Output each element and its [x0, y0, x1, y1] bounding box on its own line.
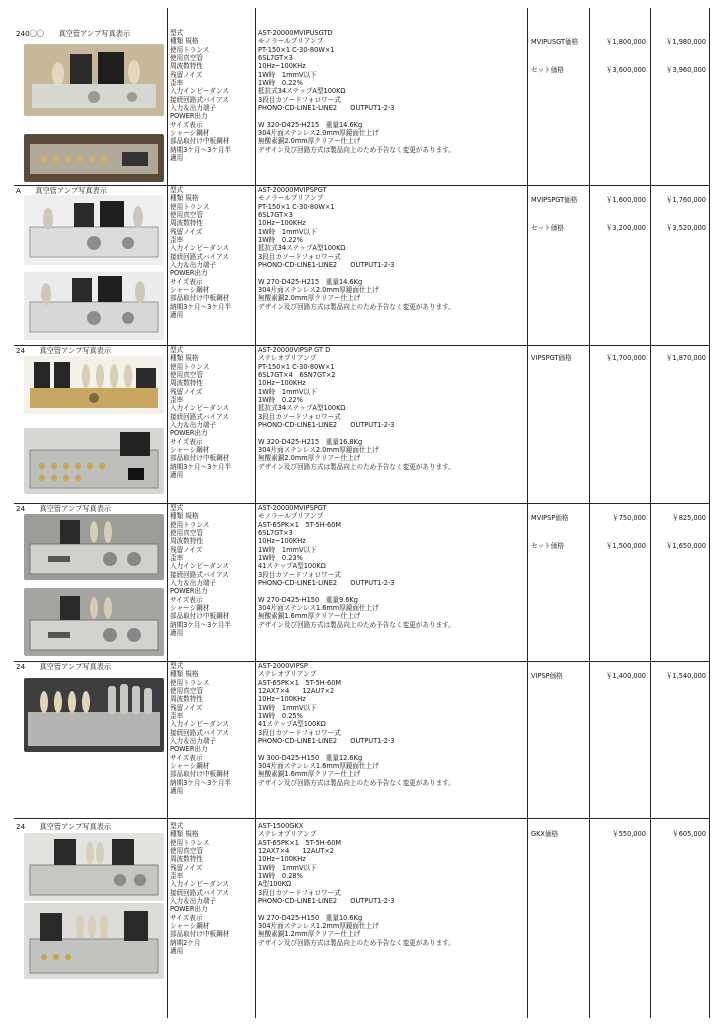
price-tax-included: ￥605,000 [672, 830, 706, 838]
price-tax-included: ￥1,540,000 [665, 672, 706, 680]
price-label: MVIPUSGT価格 [531, 38, 579, 46]
amplifier-photo [24, 272, 164, 340]
price-net: ￥550,000 [612, 830, 646, 838]
amplifier-rear-photo [24, 134, 164, 182]
spec-labels: 型式 種類 規格 使用トランス 使用真空管 周波数特性 残留ノイズ 歪率 入力インピーダンス 接続回路式バイアス 入力＆出力端子 POWER出力 サイズ表示 シャーシ鋼材 部品取付け中板鋼材 納期2ケ月 適用 [170, 822, 230, 956]
price-label: VIPSPGT価格 [531, 354, 572, 362]
spec-values: AST-20000MVIPUSGTD モノラールプリアンプ PT-150×1 C-30-80W×1 6SL7GT×3 10Hz~100KHz 1W時 1mmV以下 1W時 0.22% 抵抗式34ステップA型100KΩ 3段目カソードフォロワー式 PHONO-CD-LINE1-LINE2 OUTPUT1-2-3 W 320-D425-H215 重量14.6Kg 304片面ステンレス2.0mm厚鏡面仕上げ 無酸素銅2.0mm厚クリアー仕上げ デザイン及び回路方式は製品向上のため予告なく変更があります。 [258, 29, 455, 154]
amplifier-photo [24, 678, 164, 752]
entry-header: 24 真空管アンプ写真表示 [16, 504, 112, 513]
amplifier-photo [24, 903, 164, 979]
price-tax-included: ￥825,000 [672, 514, 706, 522]
price-tax-included: ￥3,520,000 [665, 224, 706, 232]
amplifier-photo [24, 588, 164, 656]
amplifier-rear-photo [24, 428, 164, 494]
spec-labels: 型式 種類 規格 使用トランス 使用真空管 周波数特性 残留ノイズ 歪率 入力インピーダンス 接続回路式バイアス 入力＆出力端子 POWER出力 サイズ表示 シャーシ鋼材 部品取付け中板鋼材 納期3ケ月～3ケ月半 適用 [170, 29, 232, 163]
price-net: ￥1,800,000 [605, 38, 646, 46]
amplifier-photo [24, 833, 164, 901]
spec-labels: 型式 種類 規格 使用トランス 使用真空管 周波数特性 残留ノイズ 歪率 入力インピーダンス 接続回路式バイアス 入力＆出力端子 POWER出力 サイズ表示 シャーシ鋼材 部品取付け中板鋼材 納期3ケ月～3ケ月半 適用 [170, 186, 232, 320]
amplifier-photo [24, 356, 164, 414]
price-net: ￥1,500,000 [605, 542, 646, 550]
column-divider-tax [650, 8, 651, 1018]
entry-header: 24 真空管アンプ写真表示 [16, 346, 112, 355]
column-divider-price [527, 8, 528, 1018]
amplifier-photo [24, 44, 164, 116]
price-tax-included: ￥1,870,000 [665, 354, 706, 362]
row-divider [14, 818, 710, 819]
price-tax-included: ￥1,650,000 [665, 542, 706, 550]
price-label: GKX価格 [531, 830, 559, 838]
spec-values: AST-20000MVIPSPGT モノラールプリアンプ AST-65PK×1 5T-5H-60M 6SL7GT×3 10Hz~100KHz 1W時 1mmV以下 1W時 0.23% 41ステップA型100KΩ 3段目カソードフォロワー式 PHONO-CD-LINE1-LINE2 OUTPUT1-2-3 W 270-D425-H150 重量9.6Kg 304片面ステンレス1.6mm厚鏡面仕上げ 無酸素銅1.6mm厚クリアー仕上げ デザイン及び回路方式は製品向上のため予告なく変更があります。 [258, 504, 455, 629]
entry-header: 24 真空管アンプ写真表示 [16, 822, 112, 831]
spec-values: AST-20000MVIPSPGT モノラールプリアンプ PT-150×1 C-30-80W×1 6SL7GT×3 10Hz~100KHz 1W時 1mmV以下 1W時 0.22% 抵抗式34ステップA型100KΩ 3段目カソードフォロワー式 PHONO-CD-LINE1-LINE2 OUTPUT1-2-3 W 270-D425-H215 重量14.6Kg 304片面ステンレス2.0mm厚鏡面仕上げ 無酸素銅2.0mm厚クリアー仕上げ デザイン及び回路方式は製品向上のため予告なく変更があります。 [258, 186, 455, 311]
price-label: VIPSP価格 [531, 672, 563, 680]
spec-labels: 型式 種類 規格 使用トランス 使用真空管 周波数特性 残留ノイズ 歪率 入力インピーダンス 接続回路式バイアス 入力＆出力端子 POWER出力 サイズ表示 シャーシ鋼材 部品取付け中板鋼材 納期3ケ月～3ケ月半 適用 [170, 662, 232, 796]
price-label: セット価格 [531, 66, 564, 74]
price-label: セット価格 [531, 224, 564, 232]
amplifier-photo [24, 195, 164, 265]
column-divider-left [167, 8, 168, 1018]
price-tax-included: ￥1,760,000 [665, 196, 706, 204]
column-divider-spec [255, 8, 256, 1018]
spec-values: AST-1500GKX ステレオプリアンプ AST-65PK×1 5T-5H-60M 12AX7×4 12AUT×2 10Hz~100KHz 1W時 1mmV以下 1W時 0.28% A型100KΩ 3段目カソードフォロワー式 PHONO-CD-LINE1-LINE2 OUTPUT1-2-3 W 270-D425-H150 重量10.6Kg 304片面ステンレス1.2mm厚鏡面仕上げ 無酸素銅1.2mm厚クリアー仕上げ デザイン及び回路方式は製品向上のため予告なく変更があります。 [258, 822, 455, 947]
entry-header: 240〇〇 真空管アンプ写真表示 [16, 29, 131, 38]
price-net: ￥3,600,000 [605, 66, 646, 74]
price-tax-included: ￥3,960,000 [665, 66, 706, 74]
price-label: MVIPSPGT価格 [531, 196, 578, 204]
price-tax-included: ￥1,980,000 [665, 38, 706, 46]
price-net: ￥1,700,000 [605, 354, 646, 362]
spec-labels: 型式 種類 規格 使用トランス 使用真空管 周波数特性 残留ノイズ 歪率 入力インピーダンス 接続回路式バイアス 入力＆出力端子 POWER出力 サイズ表示 シャーシ鋼材 部品取付け中板鋼材 納期3ケ月～3ケ月半 適用 [170, 346, 232, 480]
column-divider-right [709, 8, 710, 1018]
amplifier-photo [24, 514, 164, 580]
price-net: ￥1,400,000 [605, 672, 646, 680]
price-label: MVIPSP価格 [531, 514, 569, 522]
entry-header: A 真空管アンプ写真表示 [16, 186, 107, 195]
price-label: セット価格 [531, 542, 564, 550]
price-net: ￥3,200,000 [605, 224, 646, 232]
price-net: ￥750,000 [612, 514, 646, 522]
column-divider-net [589, 8, 590, 1018]
price-net: ￥1,600,000 [605, 196, 646, 204]
entry-header: 24 真空管アンプ写真表示 [16, 662, 112, 671]
spec-values: AST-2000VIPSP ステレオプリアンプ AST-65PK×1 5T-5H-60M 12AX7×4 12AU7×2 10Hz~100KHz 1W時 1mmV以下 1W時 0.25% 41ステップA型100KΩ 3段目カソードフォロワー式 PHONO-CD-LINE1-LINE2 OUTPUT1-2-3 W 300-D425-H150 重量12.6Kg 304片面ステンレス1.6mm厚鏡面仕上げ 無酸素銅1.6mm厚クリアー仕上げ デザイン及び回路方式は製品向上のため予告なく変更があります。 [258, 662, 455, 787]
spec-values: AST-20000VIPSP GT D ステレオプリアンプ PT-150×1 C-30-80W×1 6SL7GT×4 6SN7GT×2 10Hz~100KHz 1W時 1mmV以下 1W時 0.22% 抵抗式34ステップA型100KΩ 3段目カソードフォロワー式 PHONO-CD-LINE1-LINE2 OUTPUT1-2-3 W 320-D425-H215 重量16.8Kg 304片面ステンレス2.0mm厚鏡面仕上げ 無酸素銅2.0mm厚クリアー仕上げ デザイン及び回路方式は製品向上のため予告なく変更があります。 [258, 346, 455, 471]
spec-labels: 型式 種類 規格 使用トランス 使用真空管 周波数特性 残留ノイズ 歪率 入力インピーダンス 接続回路式バイアス 入力＆出力端子 POWER出力 サイズ表示 シャーシ鋼材 部品取付け中板鋼材 納期3ケ月～3ケ月半 適用 [170, 504, 232, 638]
